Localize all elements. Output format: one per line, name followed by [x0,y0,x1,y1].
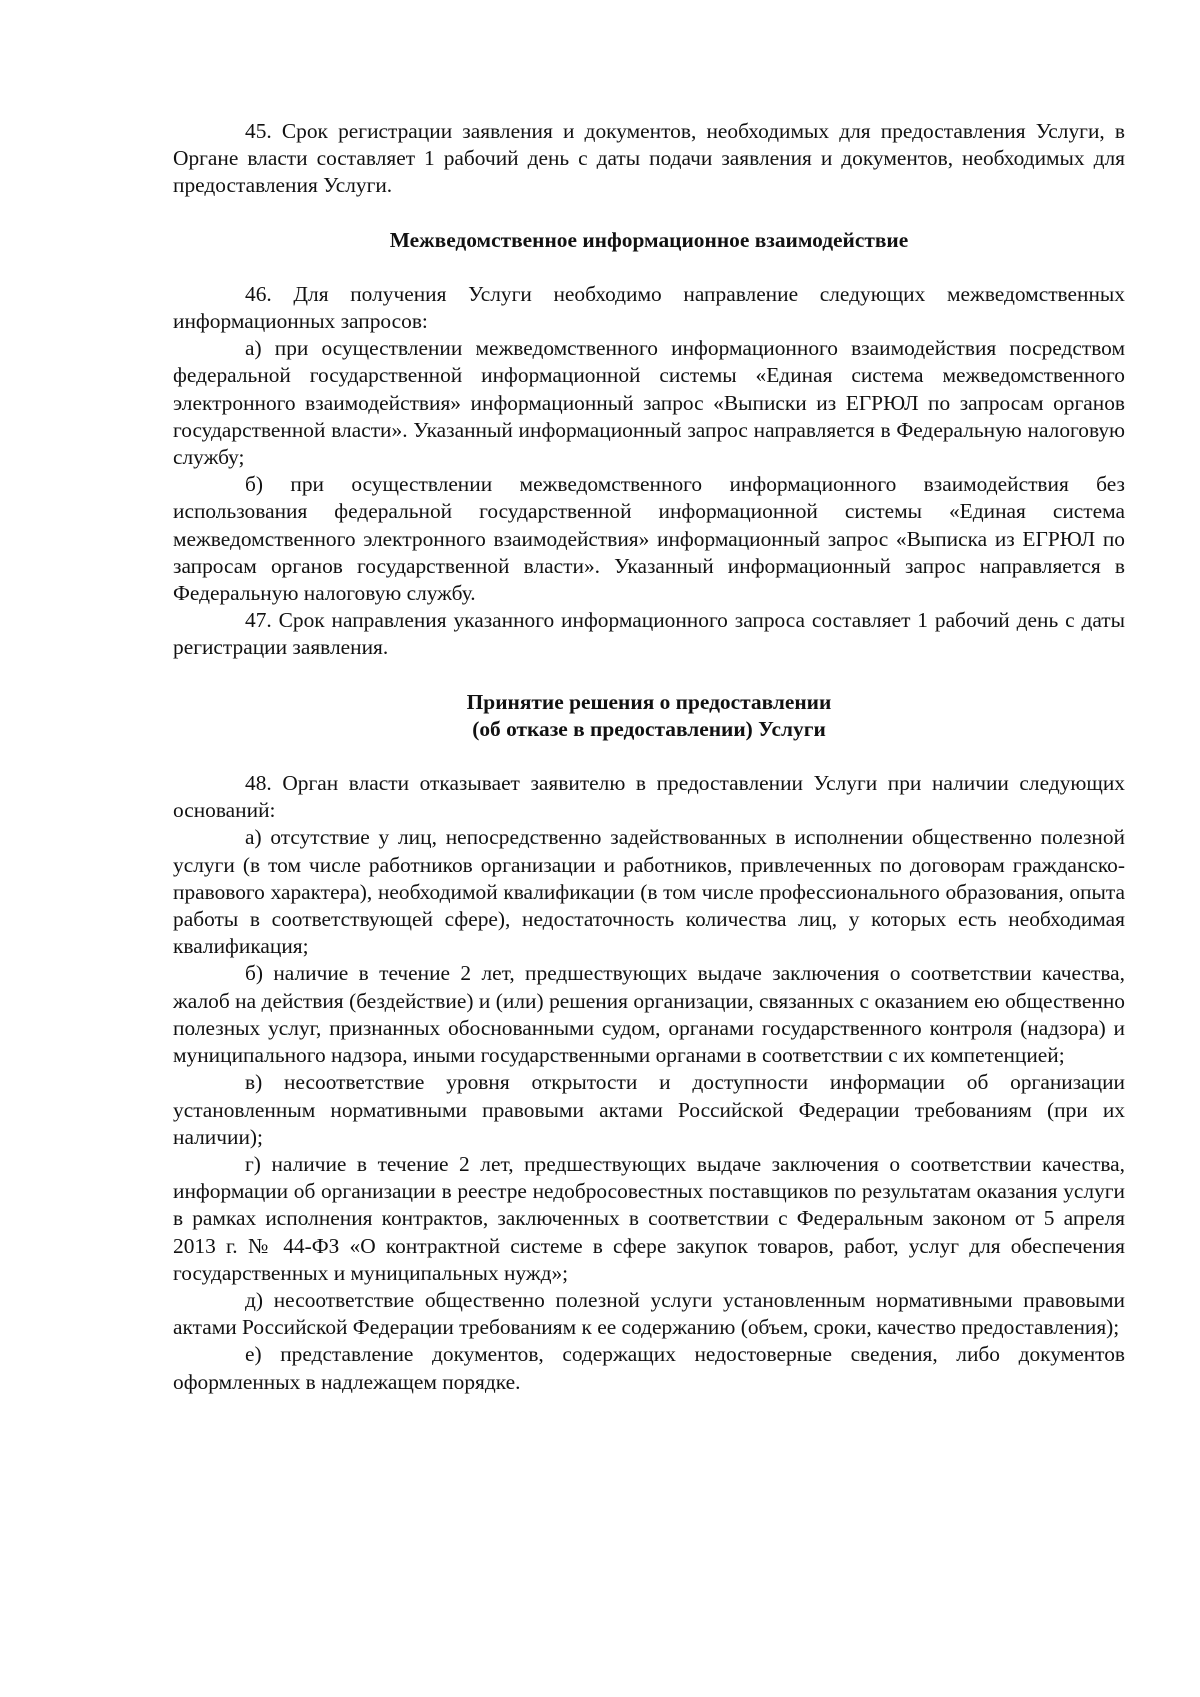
paragraph-48-a: а) отсутствие у лиц, непосредственно задействованных в исполнении общественно полезной услуги (в том числе работников организации и работников, привлеченных по договорам гражданско-правового характера), необходимой квалификации (в том числе профессионального образования, опыта работы в соответствующей сфере), недостаточность количества лиц, у которых есть необходимая квалификация; [173,825,1125,959]
paragraph-48-g: г) наличие в течение 2 лет, предшествующих выдаче заключения о соответствии качества, информации об организации в реестре недобросовестных поставщиков по результатам оказания услуги в рамках исполнения контрактов, заключенных в соответствии с Федеральным законом от 5 апреля 2013 г. № 44-ФЗ «О контрактной системе в сфере закупок товаров, работ, услуг для обеспечения государственных и муниципальных нужд»; [173,1151,1125,1285]
paragraph-48: 48. Орган власти отказывает заявителю в предоставлении Услуги при наличии следующих оснований: [173,771,1125,823]
paragraph-46-b: б) при осуществлении межведомственного информационного взаимодействия без использования федеральной государственной информационной системы «Единая система межведомственного электронного взаимодействия» информационный запрос «Выписка из ЕГРЮЛ по запросам органов государственной власти». Указанный информационный запрос направляется в Федеральную налоговую службу. [173,472,1125,606]
heading-interagency-interaction: Межведомственное информационное взаимодействие [389,227,909,252]
heading-decision-line-2: (об отказе в предоставлении) Услуги [472,716,826,741]
paragraph-48-e: е) представление документов, содержащих недостоверные сведения, либо документов оформленных в надлежащем порядке. [173,1342,1125,1394]
paragraph-46-a: а) при осуществлении межведомственного информационного взаимодействия посредством федеральной государственной информационной системы «Единая система межведомственного электронного взаимодействия» информационный запрос «Выписки из ЕГРЮЛ по запросам органов государственной власти». Указанный информационный запрос направляется в Федеральную налоговую службу; [173,336,1125,470]
paragraph-45: 45. Срок регистрации заявления и документов, необходимых для предоставления Услуги, в Органе власти составляет 1 рабочий день с даты подачи заявления и документов, необходимых для предоставления Услуги. [173,119,1125,198]
paragraph-48-b: б) наличие в течение 2 лет, предшествующих выдаче заключения о соответствии качества, жалоб на действия (бездействие) и (или) решения организации, связанных с оказанием ею общественно полезных услуг, признанных обоснованными судом, органами государственного контроля (надзора) и муниципального надзора, иными государственными органами в соответствии с их компетенцией; [173,961,1125,1068]
heading-decision-line-1: Принятие решения о предоставлении [466,689,832,714]
paragraph-47: 47. Срок направления указанного информационного запроса составляет 1 рабочий день с даты регистрации заявления. [173,608,1125,660]
document-page [173,118,1125,1396]
paragraph-48-d: д) несоответствие общественно полезной услуги установленным нормативными правовыми актами Российской Федерации требованиям к ее содержанию (объем, сроки, качество предоставления); [173,1287,1125,1340]
heading-decision [173,689,1125,743]
paragraph-46: 46. Для получения Услуги необходимо направление следующих межведомственных информационных запросов: [173,281,1125,334]
paragraph-48-v: в) несоответствие уровня открытости и доступности информации об организации установленным нормативными правовыми актами Российской Федерации требованиям (при их наличии); [173,1070,1125,1149]
